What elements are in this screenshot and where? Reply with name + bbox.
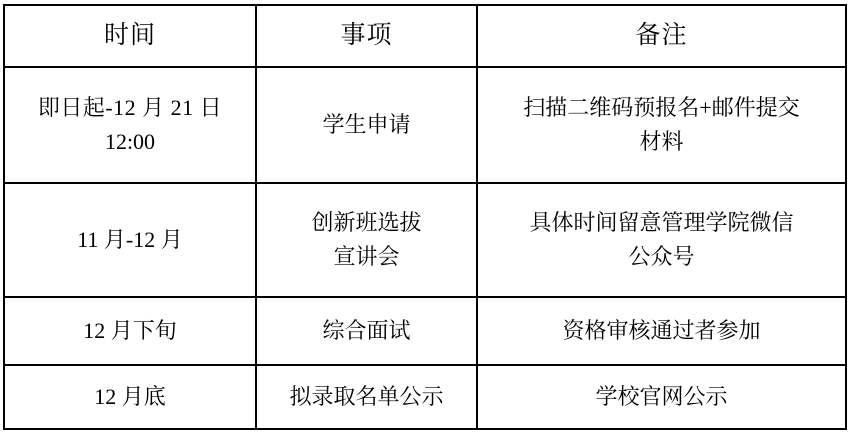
cell-line: 即日起-12 月 21 日 xyxy=(37,94,223,120)
table-row xyxy=(4,183,846,297)
cell-line: 12:00 xyxy=(104,129,156,154)
cell-item xyxy=(256,365,477,429)
column-header-note: 备注 xyxy=(477,5,846,67)
cell-line: 具体时间留意管理学院微信 xyxy=(529,209,794,235)
table-header xyxy=(4,5,846,67)
cell-time xyxy=(4,183,256,297)
cell-line: 资格审核通过者参加 xyxy=(562,317,761,343)
cell-line: 学校官网公示 xyxy=(595,383,728,409)
cell-line: 材料 xyxy=(639,129,684,154)
cell-item xyxy=(256,183,477,297)
cell-note xyxy=(477,297,846,365)
cell-item xyxy=(256,297,477,365)
cell-line: 扫描二维码预报名+邮件提交 xyxy=(523,94,800,120)
cell-note xyxy=(477,67,846,183)
cell-line: 创新班选拔 xyxy=(311,209,422,235)
cell-time xyxy=(4,365,256,429)
column-header-item: 事项 xyxy=(256,5,477,67)
cell-note xyxy=(477,365,846,429)
table-row xyxy=(4,365,846,429)
table-body xyxy=(4,67,846,429)
cell-line: 拟录取名单公示 xyxy=(289,383,444,409)
schedule-table xyxy=(3,4,847,430)
column-header-time: 时间 xyxy=(4,5,256,67)
cell-time xyxy=(4,67,256,183)
cell-line: 综合面试 xyxy=(322,317,411,343)
cell-line: 12 月下旬 xyxy=(83,317,177,343)
table-header-row xyxy=(4,5,846,67)
cell-line: 11 月-12 月 xyxy=(77,226,183,252)
cell-item xyxy=(256,67,477,183)
cell-line: 学生申请 xyxy=(322,111,411,137)
cell-time xyxy=(4,297,256,365)
cell-note xyxy=(477,183,846,297)
cell-line: 公众号 xyxy=(628,244,695,269)
cell-line: 宣讲会 xyxy=(333,244,400,269)
table-row xyxy=(4,297,846,365)
table-row xyxy=(4,67,846,183)
cell-line: 12 月底 xyxy=(94,383,166,409)
